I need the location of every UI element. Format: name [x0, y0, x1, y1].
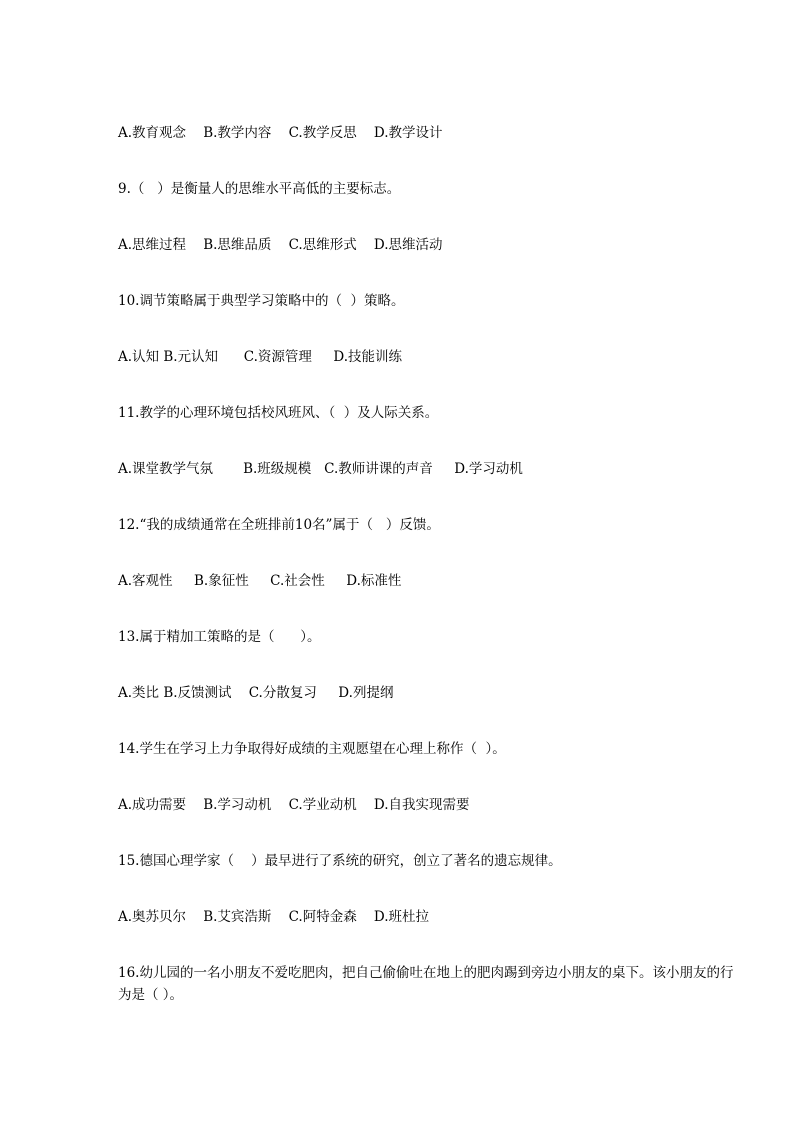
q12-question: 12.“我的成绩通常在全班排前10名”属于（ ）反馈。 [118, 517, 440, 533]
q10-options: A.认知 B.元认知 C.资源管理 D.技能训练 [118, 349, 403, 365]
q13-question: 13.属于精加工策略的是（ ）。 [118, 629, 321, 645]
q9-question: 9.（ ）是衡量人的思维水平高低的主要标志。 [118, 181, 401, 197]
q9-options: A.思维过程 B.思维品质 C.思维形式 D.思维活动 [118, 237, 443, 253]
q14-question: 14.学生在学习上力争取得好成绩的主观愿望在心理上称作（ ）。 [118, 741, 506, 757]
q11-question: 11.教学的心理环境包括校风班风、（ ）及人际关系。 [118, 405, 439, 421]
q10-question: 10.调节策略属于典型学习策略中的（ ）策略。 [118, 293, 405, 309]
q12-options: A.客观性 B.象征性 C.社会性 D.标准性 [118, 573, 402, 589]
q13-options: A.类比 B.反馈测试 C.分散复习 D.列提纲 [118, 685, 394, 701]
q16-question: 16.幼儿园的一名小朋友不爱吃肥肉，把自己偷偷吐在地上的肥肉踢到旁边小朋友的桌下。该小朋友的行为是（ ）。 [118, 965, 734, 1003]
q15-options: A.奥苏贝尔 B.艾宾浩斯 C.阿特金森 D.班杜拉 [118, 909, 430, 925]
q8-options: A.教育观念 B.教学内容 C.教学反思 D.教学设计 [118, 125, 443, 141]
q11-options: A.课堂教学气氛 B.班级规模 C.教师讲课的声音 D.学习动机 [118, 461, 523, 477]
q15-question: 15.德国心理学家（ ）最早进行了系统的研究，创立了著名的遗忘规律。 [118, 853, 562, 869]
q14-options: A.成功需要 B.学习动机 C.学业动机 D.自我实现需要 [118, 797, 470, 813]
